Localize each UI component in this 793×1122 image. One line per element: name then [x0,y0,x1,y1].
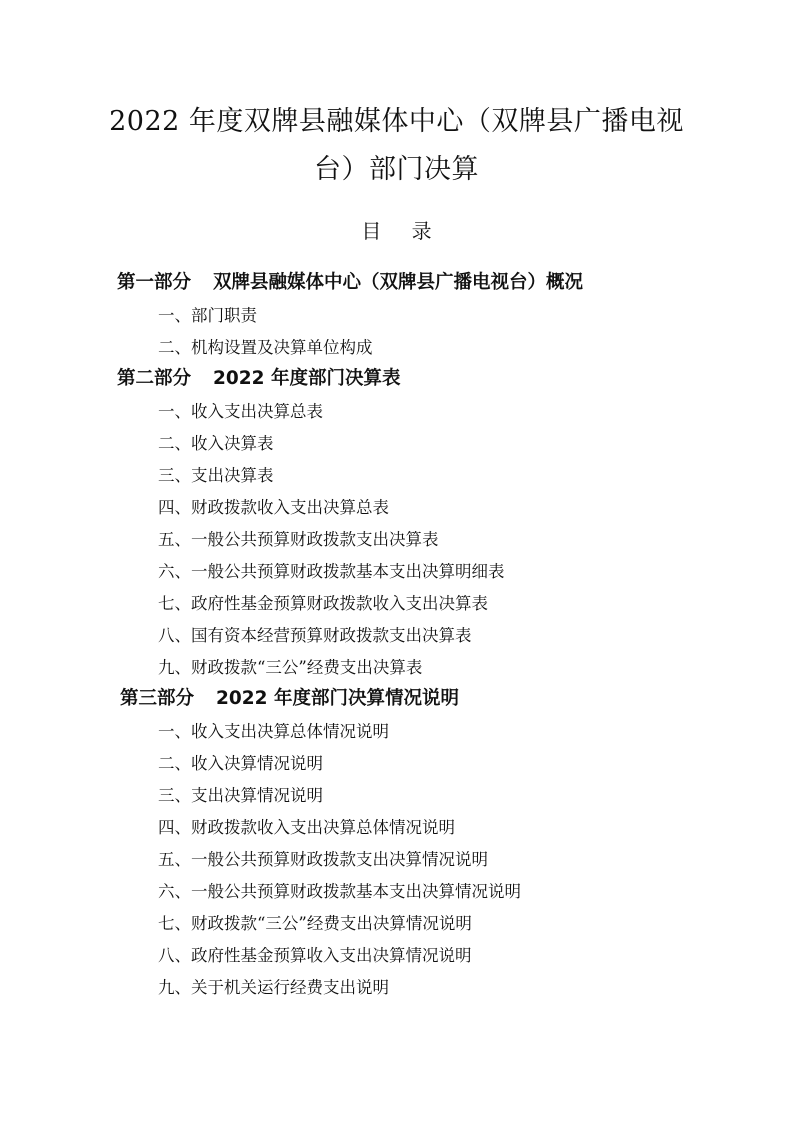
toc-heading: 目 录 [361,219,444,243]
document-title [60,98,733,194]
toc-section-title: 2022 年度部门决算表 [213,368,401,389]
toc-item[interactable]: 三、支出决算情况说明 [158,786,323,805]
toc-item[interactable]: 八、政府性基金预算收入支出决算情况说明 [158,946,472,965]
toc-item[interactable]: 六、一般公共预算财政拨款基本支出决算情况说明 [158,882,521,901]
toc-item[interactable]: 九、财政拨款“三公”经费支出决算表 [158,658,423,677]
document-title-line2: 台）部门决算 [314,154,479,185]
toc-section-title: 双牌县融媒体中心（双牌县广播电视台）概况 [213,272,584,293]
toc-item[interactable]: 四、财政拨款收入支出决算总表 [158,498,389,517]
toc-item[interactable]: 一、收入支出决算总体情况说明 [158,722,389,741]
toc-section-part: 第三部分 [120,688,195,709]
toc-item[interactable]: 五、一般公共预算财政拨款支出决算情况说明 [158,850,488,869]
toc-section-3[interactable] [120,684,459,714]
toc-item[interactable]: 二、收入决算情况说明 [158,754,323,773]
toc-item[interactable]: 五、一般公共预算财政拨款支出决算表 [158,530,439,549]
toc-section-title: 2022 年度部门决算情况说明 [216,688,459,709]
toc-item[interactable]: 一、收入支出决算总表 [158,402,323,421]
toc-item[interactable]: 三、支出决算表 [158,466,274,485]
toc-item[interactable]: 一、部门职责 [158,306,257,325]
toc-item[interactable]: 四、财政拨款收入支出决算总体情况说明 [158,818,455,837]
toc-section-2[interactable] [117,364,400,394]
document-title-line1: 2022 年度双牌县融媒体中心（双牌县广播电视 [109,106,684,137]
toc-item[interactable]: 七、财政拨款“三公”经费支出决算情况说明 [158,914,472,933]
toc-item[interactable]: 二、机构设置及决算单位构成 [158,338,373,357]
toc-item[interactable]: 二、收入决算表 [158,434,274,453]
toc-section-1[interactable] [117,268,583,298]
toc-section-part: 第二部分 [117,368,192,389]
toc-item[interactable]: 九、关于机关运行经费支出说明 [158,978,389,997]
toc-item[interactable]: 七、政府性基金预算财政拨款收入支出决算表 [158,594,488,613]
toc-item[interactable]: 六、一般公共预算财政拨款基本支出决算明细表 [158,562,505,581]
toc-item[interactable]: 八、国有资本经营预算财政拨款支出决算表 [158,626,472,645]
toc-section-part: 第一部分 [117,272,192,293]
